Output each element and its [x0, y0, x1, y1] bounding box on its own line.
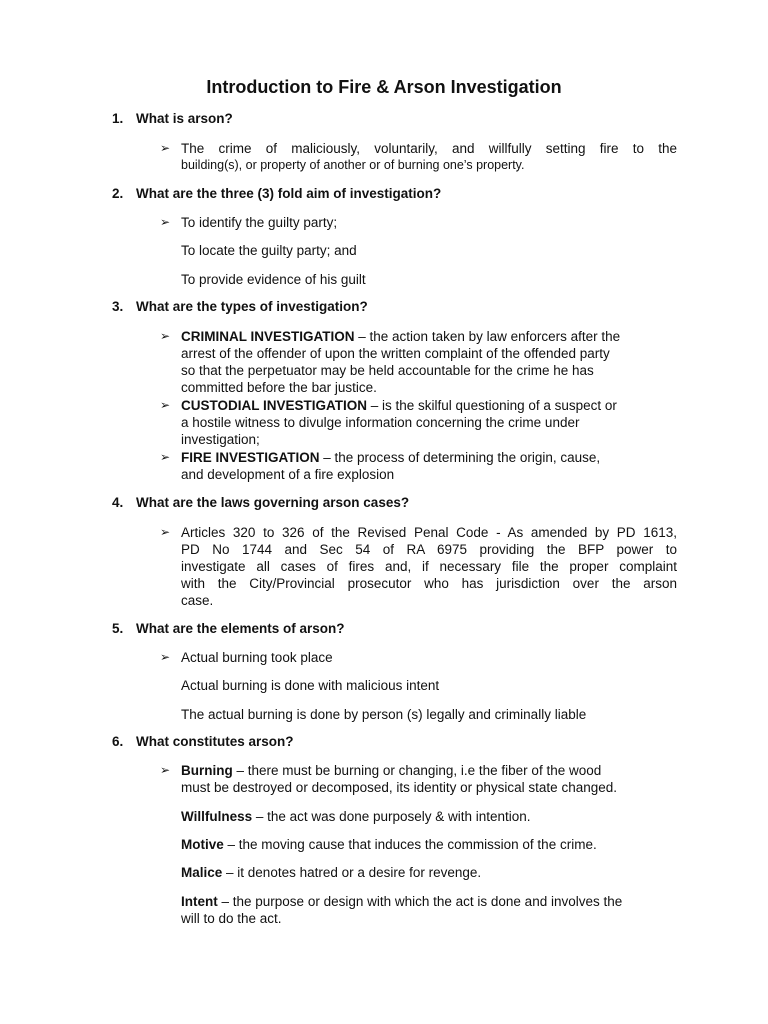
bullet-arrow-icon: ➢: [160, 329, 171, 343]
answer-line: case.: [181, 593, 214, 608]
question-text: What are the three (3) fold aim of investigation?: [136, 186, 442, 201]
definition: – is the skilful questioning of a suspect or: [367, 398, 617, 413]
answer-line: [181, 893, 677, 910]
question-text: What are the laws governing arson cases?: [136, 495, 410, 510]
answer-line: [181, 328, 677, 345]
question-number: 2.: [112, 186, 124, 201]
bullet-arrow-icon: ➢: [160, 450, 171, 464]
term: CRIMINAL INVESTIGATION: [181, 329, 355, 344]
definition: – the process of determining the origin, cause,: [319, 450, 601, 465]
question-text: What is arson?: [136, 111, 233, 126]
question-text: What constitutes arson?: [136, 734, 294, 749]
question-number: 1.: [112, 111, 124, 126]
term: Burning: [181, 763, 233, 778]
answer-line: arrest of the offender of upon the written complaint of the offended party: [181, 346, 610, 361]
question-number: 6.: [112, 734, 124, 749]
question-4: [112, 495, 409, 510]
definition: – the act was done purposely & with intention.: [252, 809, 531, 824]
question-number: 4.: [112, 495, 124, 510]
page-title: Introduction to Fire & Arson Investigation: [206, 77, 562, 97]
question-3: [112, 299, 368, 314]
answer-line: The crime of maliciously, voluntarily, and willfully setting fire to the: [181, 141, 677, 156]
answer-line: building(s), or property of another or of burning one’s property.: [181, 158, 525, 172]
question-text: What are the elements of arson?: [136, 621, 345, 636]
answer-line: must be destroyed or decomposed, its identity or physical state changed.: [181, 780, 617, 795]
answer-line: [181, 808, 677, 825]
question-1: [112, 111, 233, 126]
answer-line: and development of a fire explosion: [181, 467, 395, 482]
definition: – the purpose or design with which the act is done and involves the: [217, 894, 623, 909]
answer-line: Actual burning took place: [181, 650, 333, 665]
question-text: What are the types of investigation?: [136, 299, 368, 314]
bullet-arrow-icon: ➢: [160, 763, 171, 777]
answer-line: committed before the bar justice.: [181, 380, 377, 395]
term: Willfulness: [181, 809, 253, 824]
answer-line: with the City/Provincial prosecutor who has jurisdiction over the arson: [181, 576, 677, 591]
question-number: 3.: [112, 299, 124, 314]
answer-line: PD No 1744 and Sec 54 of RA 6975 providing the BFP power to: [181, 542, 677, 557]
answer-line: so that the perpetuator may be held accountable for the crime he has: [181, 363, 594, 378]
answer-line: will to do the act.: [181, 911, 282, 926]
answer-line: [181, 397, 677, 414]
term: Motive: [181, 837, 224, 852]
question-2: [112, 186, 441, 201]
answer-line: a hostile witness to divulge information concerning the crime under: [181, 415, 580, 430]
answer-line: [181, 449, 677, 466]
definition: – it denotes hatred or a desire for revenge.: [222, 865, 482, 880]
answer-line: To locate the guilty party; and: [181, 243, 357, 258]
bullet-arrow-icon: ➢: [160, 398, 171, 412]
term: CUSTODIAL INVESTIGATION: [181, 398, 368, 413]
question-6: [112, 734, 294, 749]
answer-line: [181, 836, 677, 853]
question-number: 5.: [112, 621, 124, 636]
answer-line: To identify the guilty party;: [181, 215, 338, 230]
question-5: [112, 621, 345, 636]
bullet-arrow-icon: ➢: [160, 215, 171, 229]
answer-line: [181, 864, 677, 881]
bullet-arrow-icon: ➢: [160, 525, 171, 539]
answer-line: investigate all cases of fires and, if necessary file the proper complaint: [181, 559, 677, 574]
answer-line: Actual burning is done with malicious intent: [181, 678, 440, 693]
answer-line: [181, 762, 677, 779]
answer-line: Articles 320 to 326 of the Revised Penal Code - As amended by PD 1613,: [181, 525, 677, 540]
term: FIRE INVESTIGATION: [181, 450, 320, 465]
definition: – the moving cause that induces the commission of the crime.: [223, 837, 597, 852]
term: Malice: [181, 865, 223, 880]
term: Intent: [181, 894, 218, 909]
answer-line: To provide evidence of his guilt: [181, 272, 366, 287]
answer-line: investigation;: [181, 432, 260, 447]
definition: – the action taken by law enforcers after the: [354, 329, 621, 344]
bullet-arrow-icon: ➢: [160, 141, 171, 155]
definition: – there must be burning or changing, i.e the fiber of the wood: [232, 763, 602, 778]
bullet-arrow-icon: ➢: [160, 650, 171, 664]
answer-line: The actual burning is done by person (s) legally and criminally liable: [181, 707, 587, 722]
